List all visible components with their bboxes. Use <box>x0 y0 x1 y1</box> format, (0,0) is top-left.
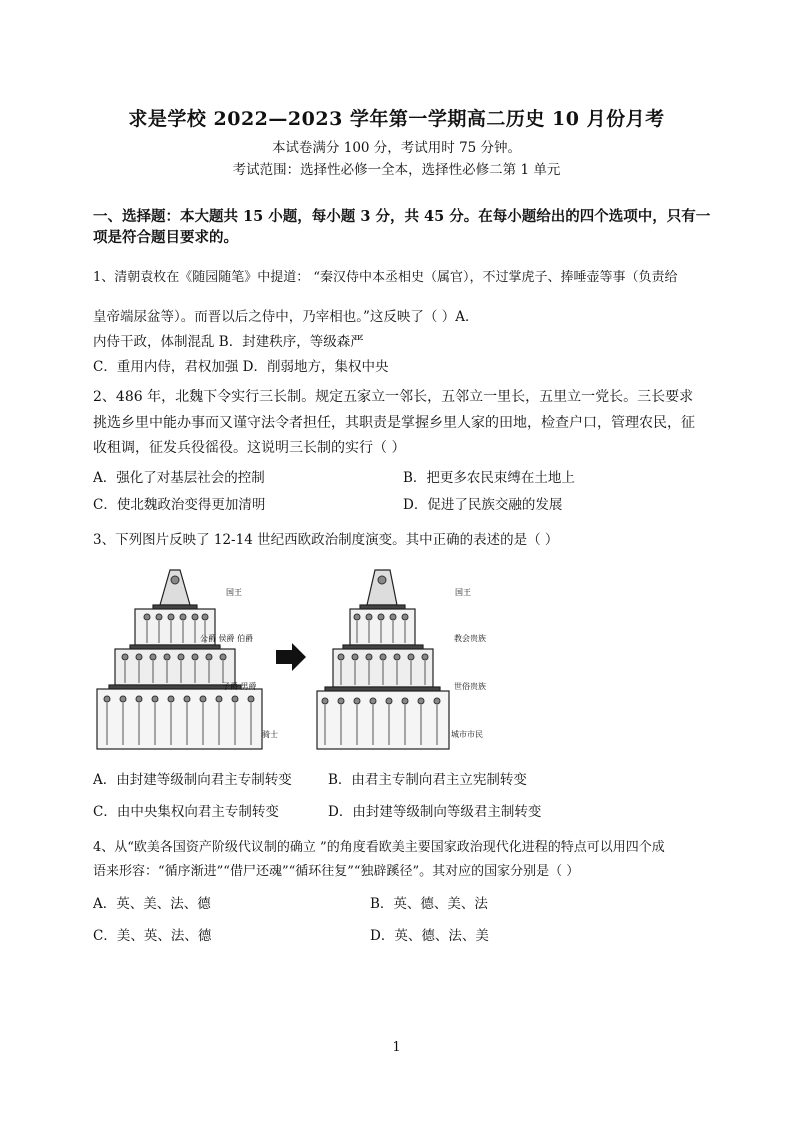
q4-option-d[interactable]: D．英、德、法、美 <box>370 928 489 944</box>
exam-score-info: 本试卷满分 100 分，考试用时 75 分钟。 <box>271 140 522 156</box>
q3-option-c[interactable]: C．由中央集权向君主专制转变 <box>93 804 279 820</box>
left-label-viscounts: 子爵 男爵 <box>222 682 257 691</box>
left-label-king: 国王 <box>226 588 242 597</box>
q4-stem-line1: 4、从“欧美各国资产阶级代议制的确立 ”的角度看欧美主要国家政治现代化进程的特点可以用四个成 <box>93 840 665 855</box>
q3-option-b[interactable]: B．由君主专制向君主立宪制转变 <box>328 772 527 788</box>
feudal-hierarchy-pyramid-image <box>95 565 275 755</box>
left-label-dukes: 公爵 侯爵 伯爵 <box>200 634 254 643</box>
exam-title: 求是学校 2022—2023 学年第一学期高二历史 10 月份月考 <box>128 108 665 130</box>
q4-option-a[interactable]: A．英、美、法、德 <box>93 896 211 912</box>
q2-stem-line2: 挑选乡里中能办事而又谨守法令者担任，其职责是掌握乡里人家的田地，检查户口，管理农民，征 <box>93 415 695 431</box>
q2-option-c[interactable]: C．使北魏政治变得更加清明 <box>93 497 266 513</box>
right-label-nobility: 世俗贵族 <box>454 682 486 691</box>
q2-option-a[interactable]: A．强化了对基层社会的控制 <box>93 470 265 486</box>
q1-options-cd: C．重用内侍，君权加强 D．削弱地方，集权中央 <box>93 359 389 375</box>
q3-option-a[interactable]: A．由封建等级制向君主专制转变 <box>93 772 292 788</box>
q1-stem-line2: 皇帝端尿盆等）。而晋以后之侍中，乃宰相也。”这反映了（ ）A． <box>93 309 479 325</box>
right-label-king: 国王 <box>455 588 471 597</box>
right-label-citizens: 城市市民 <box>451 730 483 739</box>
q1-stem-line1: 1、清朝袁枚在《随园随笔》中提道： “秦汉侍中本丞相史（属官），不过掌虎子、捧唾壶等事（负责给 <box>93 270 678 285</box>
left-label-knights: 骑士 <box>262 730 278 739</box>
q4-stem-line2: 语来形容：“循序渐进”“借尸还魂”“循环往复”“独辟蹊径”。其对应的国家分别是（ ） <box>93 864 580 879</box>
q2-option-d[interactable]: D．促进了民族交融的发展 <box>403 497 563 513</box>
q2-option-b[interactable]: B．把更多农民束缚在土地上 <box>403 470 575 486</box>
q1-options-ab: 内侍干政，体制混乱 B．封建秩序，等级森严 <box>93 334 364 350</box>
section-heading-line2: 项是符合题目要求的。 <box>93 229 238 246</box>
section-heading-line1: 一、选择题：本大题共 15 小题，每小题 3 分，共 45 分。在每小题给出的四个选项中，只有一 <box>93 208 711 225</box>
q2-stem-line1: 2、486 年，北魏下令实行三长制。规定五家立一邻长，五邻立一里长，五里立一党长。三长要求 <box>93 389 694 405</box>
q2-stem-line3: 收租调，征发兵役徭役。这说明三长制的实行（ ） <box>93 440 406 456</box>
q4-option-b[interactable]: B．英、德、美、法 <box>370 896 488 912</box>
right-arrow-icon <box>276 643 306 671</box>
q4-option-c[interactable]: C．美、英、法、德 <box>93 928 212 944</box>
right-label-clergy: 教会贵族 <box>454 634 486 643</box>
estates-monarchy-pyramid-image <box>315 565 455 755</box>
exam-scope-info: 考试范围：选择性必修一全本，选择性必修二第 1 单元 <box>232 162 561 178</box>
q3-option-d[interactable]: D．由封建等级制向等级君主制转变 <box>328 804 542 820</box>
q3-stem: 3、下列图片反映了 12-14 世纪西欧政治制度演变。其中正确的表述的是（ ） <box>93 532 559 548</box>
page-number: 1 <box>392 1040 401 1055</box>
